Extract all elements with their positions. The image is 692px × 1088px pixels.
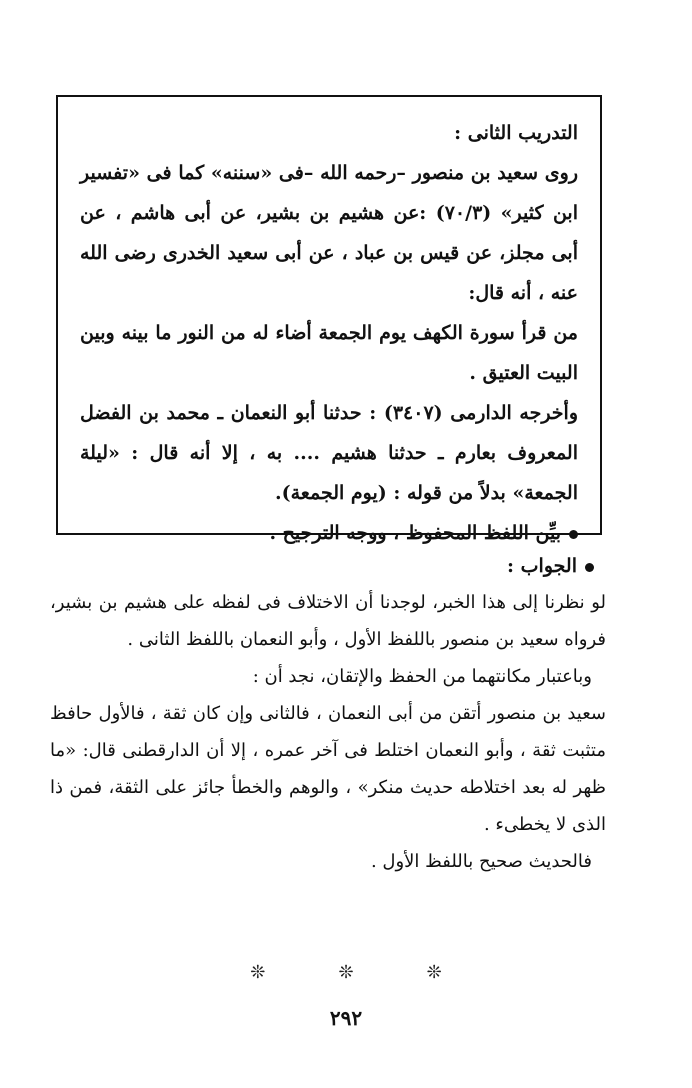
asterism-icon: ❊: [250, 962, 266, 983]
exercise-narration: روى سعيد بن منصور –رحمه الله –فى «سننه» كما فى «تفسير ابن كثير» (٧٠/٣) :عن هشيم بن بشير، عن أبى هاشم ، عن أبى مجلز، عن قيس بن عباد ، عن أبى سعيد الخدرى رضى الله عنه ، أنه قال:: [80, 162, 578, 304]
section-separator: [0, 962, 692, 983]
asterism-icon: ❊: [426, 962, 442, 983]
answer-title-text: الجواب :: [507, 555, 577, 577]
answer-paragraph-1: لو نظرنا إلى هذا الخبر، لوجدنا أن الاختلاف فى لفظه على هشيم بن بشير، فرواه سعيد بن منصور باللفظ الأول ، وأبو النعمان باللفظ الثانى .: [50, 592, 606, 650]
answer-title: [50, 548, 594, 584]
asterism-icon: ❊: [338, 962, 354, 983]
answer-paragraph-2: وباعتبار مكانتهما من الحفظ والإتقان، نجد أن :: [252, 666, 592, 687]
page-number: ٢٩٢: [329, 1006, 363, 1030]
exercise-title: التدريب الثانى :: [454, 122, 578, 144]
answer-section: [50, 548, 606, 880]
answer-conclusion: فالحديث صحيح باللفظ الأول .: [370, 851, 592, 872]
exercise-darimi-narration: وأخرجه الدارمى (٣٤٠٧) : حدثنا أبو النعمان ـ محمد بن الفضل المعروف بعارم ـ حدثنا هشيم .... به ، إلا أنه قال : «ليلة الجمعة» بدلاً من قوله : (يوم الجمعة).: [80, 402, 579, 504]
exercise-task: [80, 513, 578, 553]
exercise-task-text: بيِّن اللفظ المحفوظ ، ووجه الترجيح .: [269, 522, 561, 544]
exercise-box: [56, 95, 602, 544]
answer-paragraph-3: سعيد بن منصور أتقن من أبى النعمان ، فالثانى وإن كان ثقة ، فالأول حافظ متثبت ثقة ، وأبو النعمان اختلط فى آخر عمره ، إلا أن الدارقطنى قال: «ما ظهر له بعد اختلاطه حديث منكر» ، والوهم والخطأ جائز على الثقة، فمن ذا الذى لا يخطىء .: [50, 703, 606, 835]
bullet-icon: [569, 530, 578, 539]
bullet-icon: [585, 563, 594, 572]
exercise-hadith-text: من قرأ سورة الكهف يوم الجمعة أضاء له من النور ما بينه وبين البيت العتيق .: [80, 322, 578, 384]
